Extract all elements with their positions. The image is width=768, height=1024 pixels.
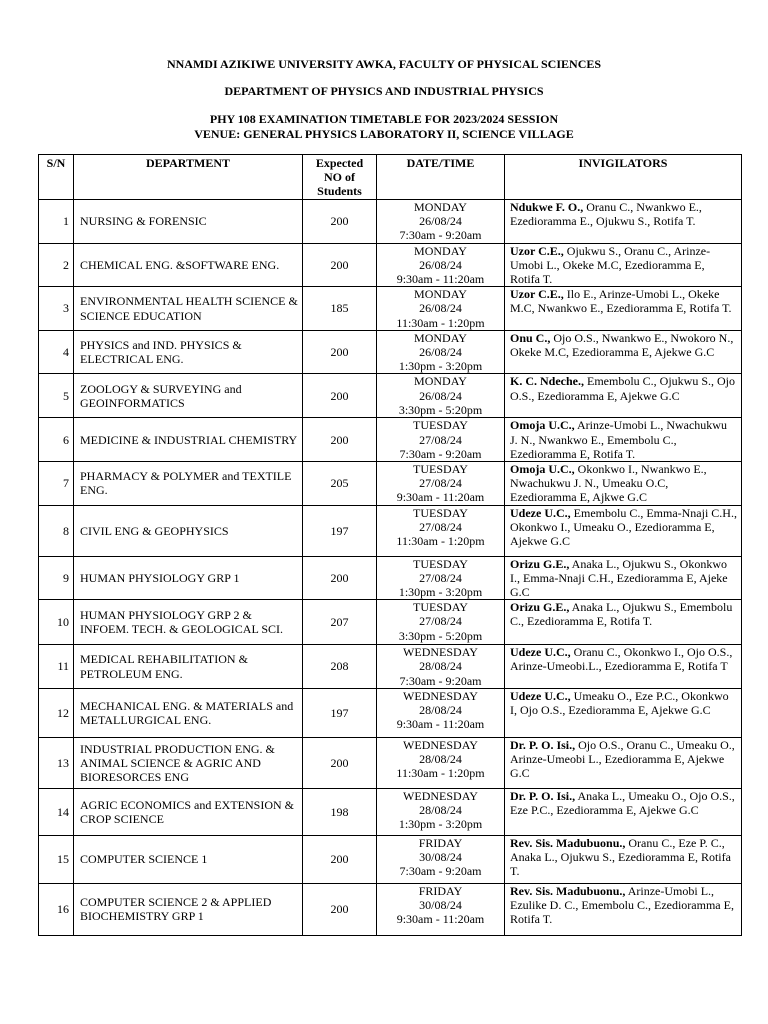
row-invigilators [505,645,742,689]
row-time: 1:30pm - 3:20pm [398,817,483,832]
lead-invigilator: Ndukwe F. O., [510,199,584,214]
table-row [39,199,742,243]
row-date: 26/08/24 [419,257,462,272]
table-row [39,243,742,287]
other-invigilators: Oranu C., Okonkwo I., Ojo O.S., Arinze-Umeobi.L., Ezedioramma E, Rotifa T [510,645,733,674]
col-header-sn: S/N [39,155,74,200]
row-day: WEDNESDAY [403,688,478,703]
col-header-invigilators: INVIGILATORS [505,155,742,200]
row-department: PHARMACY & POLYMER and TEXTILE ENG. [74,462,303,506]
table-row [39,505,742,556]
row-sn: 11 [39,645,74,689]
row-invigilators [505,243,742,287]
col-header-students [303,155,377,200]
row-sn: 3 [39,287,74,331]
table-row [39,737,742,788]
lead-invigilator: Omoja U.C., [510,462,575,477]
row-invigilators [505,287,742,331]
row-students: 197 [303,688,377,737]
row-time: 9:30am - 11:20am [396,272,485,287]
row-sn: 4 [39,330,74,374]
row-time: 9:30am - 11:20am [396,912,485,927]
row-department: COMPUTER SCIENCE 2 & APPLIED BIOCHEMISTRY GRP 1 [74,883,303,935]
other-invigilators: Okonkwo I., Nwankwo E., Nwachukwu J. N., Umeaku O.C, Ezedioramma E, Ajkwe G.C [510,462,707,505]
row-department: AGRIC ECONOMICS and EXTENSION & CROP SCIENCE [74,788,303,835]
table-row [39,374,742,418]
row-sn: 9 [39,556,74,600]
row-invigilators [505,600,742,645]
row-students: 200 [303,835,377,883]
row-date: 26/08/24 [419,213,462,228]
row-datetime [377,883,505,935]
row-students: 185 [303,287,377,331]
row-date: 27/08/24 [419,476,462,491]
table-row [39,418,742,462]
col-header-students-line1: Expected [315,156,364,170]
lead-invigilator: Rev. Sis. Madubuonu., [510,883,626,898]
row-datetime [377,645,505,689]
row-sn: 6 [39,418,74,462]
row-students: 200 [303,374,377,418]
lead-invigilator: Onu C., [510,330,551,345]
row-date: 28/08/24 [419,803,462,818]
row-sn: 7 [39,462,74,506]
row-time: 7:30am - 9:20am [399,673,482,688]
lead-invigilator: K. C. Ndeche., [510,374,584,389]
row-datetime [377,788,505,835]
department-heading: DEPARTMENT OF PHYSICS AND INDUSTRIAL PHYSICS [224,84,544,98]
lead-invigilator: Uzor C.E., [510,287,564,302]
other-invigilators: Umeaku O., Eze P.C., Okonkwo I, Ojo O.S., Ezedioramma E, Ajekwe G.C [510,688,729,718]
row-department: ZOOLOGY & SURVEYING and GEOINFORMATICS [74,374,303,418]
other-invigilators: Emembolu C., Emma-Nnaji C.H., Okonkwo I., Umeaku O., Ezedioramma E, Ajekwe G.C [510,505,737,549]
row-department: PHYSICS and IND. PHYSICS & ELECTRICAL ENG. [74,330,303,374]
other-invigilators: Oranu C., Eze P. C., Anaka L., Ojukwu S., Ezedioramma E, Rotifa T. [510,835,731,879]
table-row [39,287,742,331]
row-invigilators [505,688,742,737]
row-students: 198 [303,788,377,835]
row-datetime [377,330,505,374]
table-row [39,788,742,835]
row-department: CIVIL ENG & GEOPHYSICS [74,505,303,556]
row-department: NURSING & FORENSIC [74,199,303,243]
row-time: 11:30am - 1:20pm [396,315,485,330]
row-date: 30/08/24 [419,898,462,913]
row-department: COMPUTER SCIENCE 1 [74,835,303,883]
table-row [39,330,742,374]
lead-invigilator: Udeze U.C., [510,645,571,660]
row-students: 207 [303,600,377,645]
row-day: TUESDAY [413,505,468,520]
lead-invigilator: Dr. P. O. Isi., [510,788,576,803]
row-department: INDUSTRIAL PRODUCTION ENG. & ANIMAL SCIENCE & AGRIC AND BIORESORCES ENG [74,737,303,788]
other-invigilators: Anaka L., Umeaku O., Ojo O.S., Eze P.C., Ezedioramma E, Ajekwe G.C [510,788,735,818]
row-time: 1:30pm - 3:20pm [398,359,483,374]
university-heading: NNAMDI AZIKIWE UNIVERSITY AWKA, FACULTY OF PHYSICAL SCIENCES [166,57,602,71]
lead-invigilator: Rev. Sis. Madubuonu., [510,835,626,850]
row-date: 27/08/24 [419,614,462,629]
row-date: 28/08/24 [419,703,462,718]
row-day: WEDNESDAY [403,788,478,803]
table-row [39,688,742,737]
row-date: 27/08/24 [419,432,462,447]
row-students: 200 [303,556,377,600]
row-students: 208 [303,645,377,689]
table-row [39,462,742,506]
row-day: WEDNESDAY [403,645,478,660]
row-date: 30/08/24 [419,850,462,865]
row-datetime [377,556,505,600]
row-day: TUESDAY [413,600,468,615]
row-day: MONDAY [414,243,467,258]
row-students: 200 [303,243,377,287]
row-students: 205 [303,462,377,506]
table-row [39,835,742,883]
other-invigilators: Emembolu C., Ojukwu S., Ojo O.S., Ezedioramma E, Ajekwe G.C [510,374,736,403]
exam-title: PHY 108 EXAMINATION TIMETABLE FOR 2023/2024 SESSION [209,112,559,126]
row-students: 197 [303,505,377,556]
row-time: 11:30am - 1:20pm [396,534,485,549]
row-invigilators [505,374,742,418]
col-header-department: DEPARTMENT [74,155,303,200]
table-row [39,600,742,645]
row-date: 26/08/24 [419,301,462,316]
row-datetime [377,287,505,331]
row-students: 200 [303,199,377,243]
lead-invigilator: Omoja U.C., [510,418,575,433]
row-students: 200 [303,883,377,935]
row-invigilators [505,835,742,883]
table-row [39,556,742,600]
timetable-table [38,154,742,936]
row-invigilators [505,462,742,506]
row-department: CHEMICAL ENG. &SOFTWARE ENG. [74,243,303,287]
row-invigilators [505,737,742,788]
row-time: 3:30pm - 5:20pm [398,628,483,643]
row-day: FRIDAY [418,835,463,850]
row-date: 26/08/24 [419,388,462,403]
row-invigilators [505,199,742,243]
row-sn: 1 [39,199,74,243]
row-day: TUESDAY [413,556,468,571]
row-department: MECHANICAL ENG. & MATERIALS and METALLURGICAL ENG. [74,688,303,737]
row-department: HUMAN PHYSIOLOGY GRP 2 & INFOEM. TECH. & GEOLOGICAL SCI. [74,600,303,645]
lead-invigilator: Udeze U.C., [510,505,571,520]
row-invigilators [505,505,742,556]
row-day: FRIDAY [418,883,463,898]
row-time: 7:30am - 9:20am [399,864,482,879]
row-department: MEDICAL REHABILITATION & PETROLEUM ENG. [74,645,303,689]
row-day: MONDAY [414,374,467,389]
row-day: WEDNESDAY [403,737,478,752]
other-invigilators: Anaka L., Ojukwu S., Emembolu C., Ezedioramma E, Rotifa T. [510,600,733,629]
row-department: ENVIRONMENTAL HEALTH SCIENCE & SCIENCE EDUCATION [74,287,303,331]
row-time: 9:30am - 11:20am [396,490,485,505]
row-department: HUMAN PHYSIOLOGY GRP 1 [74,556,303,600]
row-datetime [377,737,505,788]
row-sn: 8 [39,505,74,556]
table-row [39,883,742,935]
lead-invigilator: Orizu G.E., [510,556,570,571]
other-invigilators: Ojo O.S., Oranu C., Umeaku O., Arinze-Umeobi L., Ezedioramma E, Ajekwe G.C [510,737,735,781]
row-datetime [377,688,505,737]
row-datetime [377,835,505,883]
row-day: MONDAY [414,199,467,214]
row-date: 28/08/24 [419,752,462,767]
row-datetime [377,600,505,645]
row-datetime [377,374,505,418]
row-invigilators [505,883,742,935]
row-datetime [377,199,505,243]
row-date: 26/08/24 [419,345,462,360]
row-date: 27/08/24 [419,570,462,585]
lead-invigilator: Udeze U.C., [510,688,571,703]
row-day: MONDAY [414,330,467,345]
venue-heading: VENUE: GENERAL PHYSICS LABORATORY II, SCIENCE VILLAGE [194,127,574,141]
other-invigilators: Ilo E., Arinze-Umobi L., Okeke M.C, Nwankwo E., Ezedioramma E, Rotifa T. [510,287,732,316]
lead-invigilator: Uzor C.E., [510,243,564,258]
row-sn: 10 [39,600,74,645]
row-time: 7:30am - 9:20am [399,228,482,243]
row-sn: 5 [39,374,74,418]
row-invigilators [505,788,742,835]
row-sn: 15 [39,835,74,883]
row-students: 200 [303,737,377,788]
row-sn: 12 [39,688,74,737]
row-time: 9:30am - 11:20am [396,717,485,732]
col-header-datetime: DATE/TIME [377,155,505,200]
row-students: 200 [303,330,377,374]
row-sn: 16 [39,883,74,935]
row-department: MEDICINE & INDUSTRIAL CHEMISTRY [74,418,303,462]
other-invigilators: Arinze-Umobi L., Ezulike D. C., Emembolu C., Ezedioramma E, Rotifa T. [510,883,734,927]
other-invigilators: Ojo O.S., Nwankwo E., Nwokoro N., Okeke M.C, Ezedioramma E, Ajekwe G.C [510,330,734,360]
table-row [39,645,742,689]
row-datetime [377,418,505,462]
row-date: 27/08/24 [419,519,462,534]
row-invigilators [505,330,742,374]
col-header-students-line3: Students [317,184,362,199]
row-students: 200 [303,418,377,462]
lead-invigilator: Orizu G.E., [510,600,570,615]
row-day: TUESDAY [413,462,468,477]
row-invigilators [505,556,742,600]
row-date: 28/08/24 [419,659,462,674]
col-header-students-line2: NO of [324,170,355,185]
row-datetime [377,462,505,506]
other-invigilators: Oranu C., Nwankwo E., Ezedioramma E., Ojukwu S., Rotifa T. [510,199,702,228]
other-invigilators: Ojukwu S., Oranu C., Arinze-Umobi L., Okeke M.C, Ezedioramma E, Rotifa T. [510,243,711,287]
row-time: 11:30am - 1:20pm [396,766,485,781]
lead-invigilator: Dr. P. O. Isi., [510,737,576,752]
row-time: 3:30pm - 5:20pm [398,402,483,417]
row-sn: 13 [39,737,74,788]
row-day: MONDAY [414,287,467,302]
row-datetime [377,505,505,556]
other-invigilators: Anaka L., Ojukwu S., Okonkwo I., Emma-Nnaji C.H., Ezedioramma E, Ajeke G.C [510,556,728,600]
other-invigilators: Arinze-Umobi L., Nwachukwu J. N., Nwankwo E., Emembolu C., Ezedioramma E, Rotifa T. [510,418,727,461]
row-sn: 14 [39,788,74,835]
row-day: TUESDAY [413,418,468,433]
table-header-row [39,155,742,200]
row-sn: 2 [39,243,74,287]
row-time: 7:30am - 9:20am [399,446,482,461]
row-time: 1:30pm - 3:20pm [398,585,483,600]
row-invigilators [505,418,742,462]
row-datetime [377,243,505,287]
